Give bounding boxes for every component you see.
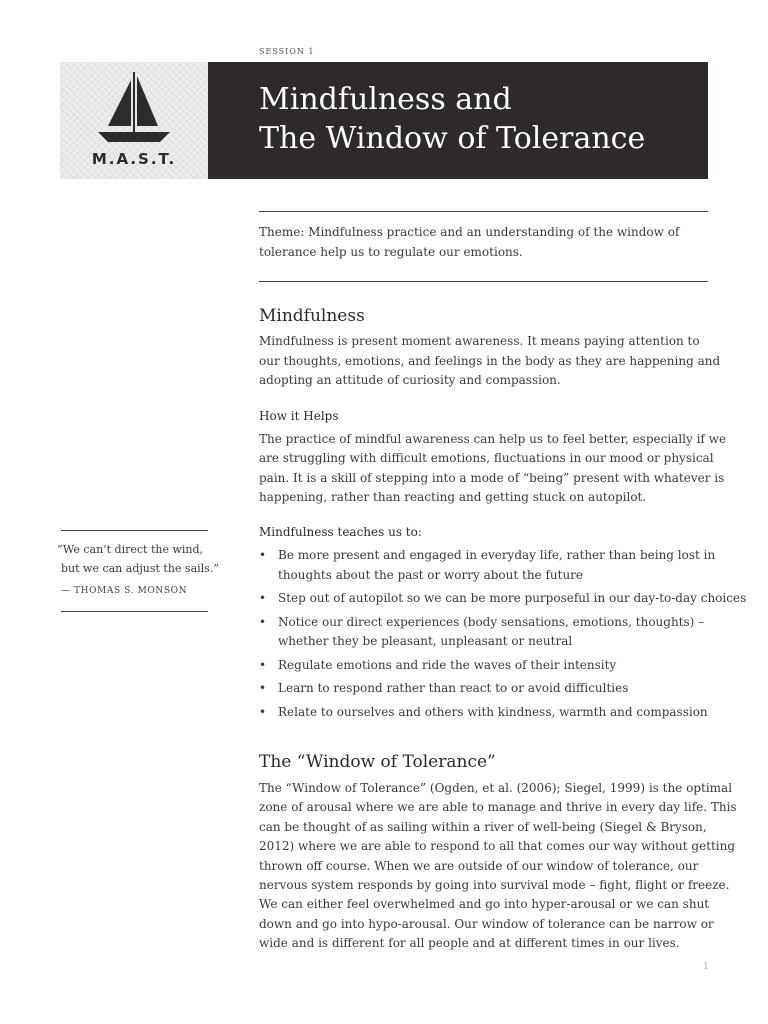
mindfulness-heading: Mindfulness [259, 306, 365, 326]
teaches-heading: Mindfulness teaches us to: [259, 525, 422, 539]
list-item [259, 656, 709, 676]
window-line-7: We can either feel overwhelmed and go into hyper-arousal or we can shut [259, 897, 710, 911]
window-line-5: thrown off course. When we are outside of our window of tolerance, our [259, 859, 699, 873]
sailboat-icon [96, 70, 172, 150]
window-line-2: zone of arousal where we are able to manage and thrive in every day life. This [259, 800, 737, 814]
list-item-line: Be more present and engaged in everyday life, rather than being lost in [278, 548, 716, 562]
how-it-helps-line-1: The practice of mindful awareness can help us to feel better, especially if we [259, 432, 727, 446]
logo-text: M.A.S.T. [91, 150, 177, 168]
bullet-marker: • [259, 614, 267, 629]
theme-bottom-rule [259, 281, 708, 282]
list-item [259, 703, 709, 723]
pull-quote [57, 540, 219, 578]
list-item [259, 613, 709, 652]
list-item-line: whether they be pleasant, unpleasant or neutral [278, 634, 573, 648]
window-heading: The “Window of Tolerance” [259, 752, 496, 772]
list-item-line: Notice our direct experiences (body sensations, emotions, thoughts) – [278, 614, 705, 629]
title-line-2: The Window of Tolerance [259, 121, 646, 156]
list-item-line: thoughts about the past or worry about the future [278, 567, 584, 582]
title-line-1: Mindfulness and [259, 82, 512, 117]
title-banner [208, 62, 708, 179]
session-label: SESSION 1 [259, 47, 315, 56]
how-it-helps-line-2: are struggling with difficult emotions, fluctuations in our mood or physical [259, 451, 714, 465]
mindfulness-line-1: Mindfulness is present moment awareness. It means paying attention to [259, 334, 700, 348]
list-item [259, 589, 747, 609]
mindfulness-line-3: adopting an attitude of curiosity and compassion. [259, 373, 561, 387]
bullet-marker: • [259, 591, 267, 605]
window-line-4: 2012) where we are able to respond to all that comes our way without getting [259, 839, 736, 853]
list-item-line: Learn to respond rather than react to or avoid difficulties [278, 681, 629, 695]
window-line-3: can be thought of as sailing within a river of well-being (Siegel & Bryson, [259, 820, 707, 834]
how-it-helps-heading: How it Helps [259, 409, 339, 423]
bullet-marker: • [259, 681, 267, 695]
how-it-helps-line-3: pain. It is a skill of stepping into a mode of “being” present with whatever is [259, 471, 725, 485]
theme-line-1: Theme: Mindfulness practice and an understanding of the window of [259, 225, 680, 239]
quote-line-2: but we can adjust the sails.” [61, 562, 219, 575]
list-item-line: Regulate emotions and ride the waves of their intensity [278, 657, 617, 672]
teaches-list [259, 546, 747, 726]
list-item [259, 546, 716, 585]
quote-author: — THOMAS S. MONSON [61, 586, 188, 596]
list-item-line: Relate to ourselves and others with kindness, warmth and compassion [278, 704, 708, 719]
bullet-marker: • [259, 548, 267, 562]
window-line-8: down and go into hypo-arousal. Our window of tolerance can be narrow or [259, 917, 714, 931]
page-number: 1 [703, 962, 709, 972]
mindfulness-line-2: our thoughts, emotions, and feelings in the body as they are happening and [259, 354, 721, 368]
bullet-marker: • [259, 657, 267, 672]
theme-line-2: tolerance help us to regulate our emotions. [259, 245, 523, 259]
mast-logo [60, 62, 208, 179]
quote-line-1: “We can’t direct the wind, [57, 543, 204, 556]
quote-top-rule [61, 530, 208, 531]
window-line-9: wide and is different for all people and at different times in our lives. [259, 936, 680, 950]
list-item [259, 679, 709, 699]
how-it-helps-line-4: happening, rather than reacting and getting stuck on autopilot. [259, 490, 647, 504]
quote-bottom-rule [61, 611, 208, 612]
theme-top-rule [259, 211, 708, 212]
window-line-1: The “Window of Tolerance” (Ogden, et al. (2006); Siegel, 1999) is the optimal [259, 781, 733, 795]
list-item-line: Step out of autopilot so we can be more purposeful in our day-to-day choices [278, 591, 747, 605]
window-line-6: nervous system responds by going into survival mode – fight, flight or freeze. [259, 878, 730, 892]
bullet-marker: • [259, 704, 267, 719]
